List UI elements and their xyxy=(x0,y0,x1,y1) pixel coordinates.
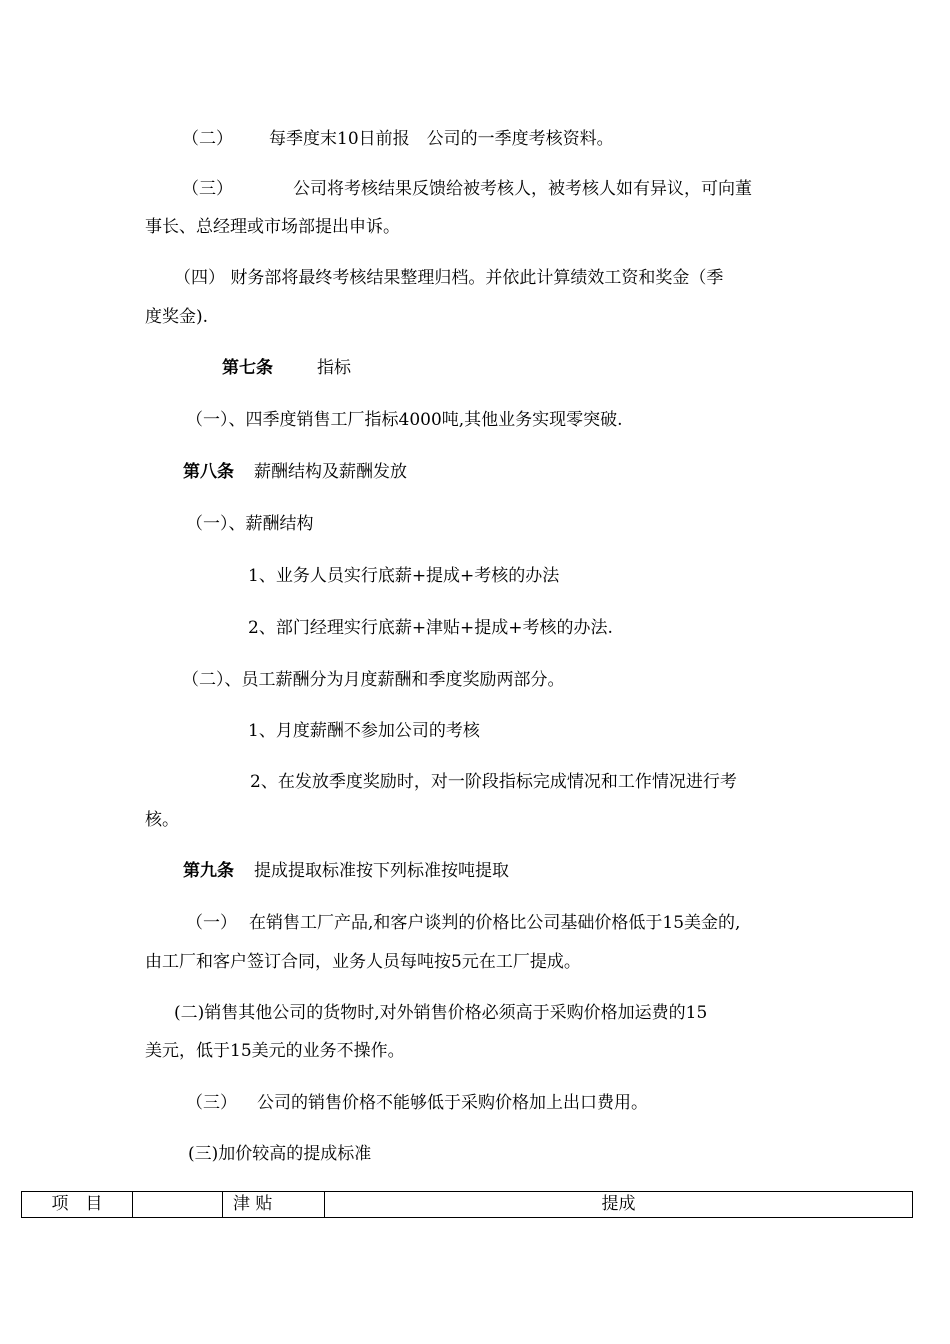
paragraph-item-3 xyxy=(182,177,752,201)
paragraph-item-2 xyxy=(182,127,614,151)
article-8-item-2: （二）、员工薪酬分为月度薪酬和季度奖励两部分。 xyxy=(182,670,565,690)
table-header-commission xyxy=(325,1192,913,1218)
item-number: （三） xyxy=(186,1093,237,1113)
article-7-item-1: （一）、四季度销售工厂指标4000吨,其他业务实现零突破. xyxy=(186,410,623,430)
article-8-heading xyxy=(183,460,407,484)
article-text: 提成提取标准按下列标准按吨提取 xyxy=(254,861,509,881)
item-text: 在销售工厂产品,和客户谈判的价格比公司基础价格低于15美金的, xyxy=(249,913,741,933)
commission-table xyxy=(21,1191,913,1218)
article-9-heading xyxy=(183,859,509,883)
article-9-item-1 xyxy=(186,911,740,935)
article-8-item-1-1: 1、业务人员实行底薪+提成+考核的办法 xyxy=(248,566,560,586)
article-9-item-2-continuation: 美元，低于15美元的业务不操作。 xyxy=(145,1041,405,1061)
item-number: （三） xyxy=(182,179,233,199)
paragraph-item-3-continuation: 事长、总经理或市场部提出申诉。 xyxy=(145,217,400,237)
paragraph-item-4: （四） 财务部将最终考核结果整理归档。并依此计算绩效工资和奖金（季 xyxy=(174,268,724,288)
table-header-item xyxy=(22,1192,133,1218)
table-header-row xyxy=(22,1192,913,1218)
article-8-item-2-1: 1、月度薪酬不参加公司的考核 xyxy=(248,721,480,741)
table-header-empty xyxy=(133,1192,223,1218)
article-9-item-1-continuation: 由工厂和客户签订合同，业务人员每吨按5元在工厂提成。 xyxy=(145,952,581,972)
article-title: 第九条 xyxy=(183,861,234,881)
article-8-item-2-2-continuation: 核。 xyxy=(145,810,179,830)
article-8-item-2-2: 2、在发放季度奖励时，对一阶段指标完成情况和工作情况进行考 xyxy=(250,772,737,792)
article-title: 第七条 xyxy=(222,358,273,378)
article-9-item-4: (三)加价较高的提成标准 xyxy=(188,1144,372,1164)
item-text: 公司将考核结果反馈给被考核人，被考核人如有异议，可向董 xyxy=(293,179,752,199)
header-label: 项 目 xyxy=(51,1194,103,1214)
item-number: （二） xyxy=(182,129,233,149)
article-title: 第八条 xyxy=(183,462,234,482)
article-text: 薪酬结构及薪酬发放 xyxy=(254,462,407,482)
header-label: 提成 xyxy=(601,1194,636,1214)
article-text: 指标 xyxy=(317,358,351,378)
header-label: 津 贴 xyxy=(233,1194,273,1214)
article-9-item-2: (二)销售其他公司的货物时,对外销售价格必须高于采购价格加运费的15 xyxy=(174,1003,708,1023)
article-7-heading xyxy=(222,356,351,380)
table-header-allowance xyxy=(223,1192,325,1218)
item-text: 公司的销售价格不能够低于采购价格加上出口费用。 xyxy=(257,1093,648,1113)
article-8-item-1-2: 2、部门经理实行底薪+津贴+提成+考核的办法. xyxy=(248,618,613,638)
article-9-item-3 xyxy=(186,1091,648,1115)
paragraph-item-4-continuation: 度奖金). xyxy=(145,307,209,327)
item-text: 每季度末10日前报 公司的一季度考核资料。 xyxy=(269,129,614,149)
article-8-item-1: （一）、薪酬结构 xyxy=(186,514,314,534)
item-number: （一） xyxy=(186,913,237,933)
